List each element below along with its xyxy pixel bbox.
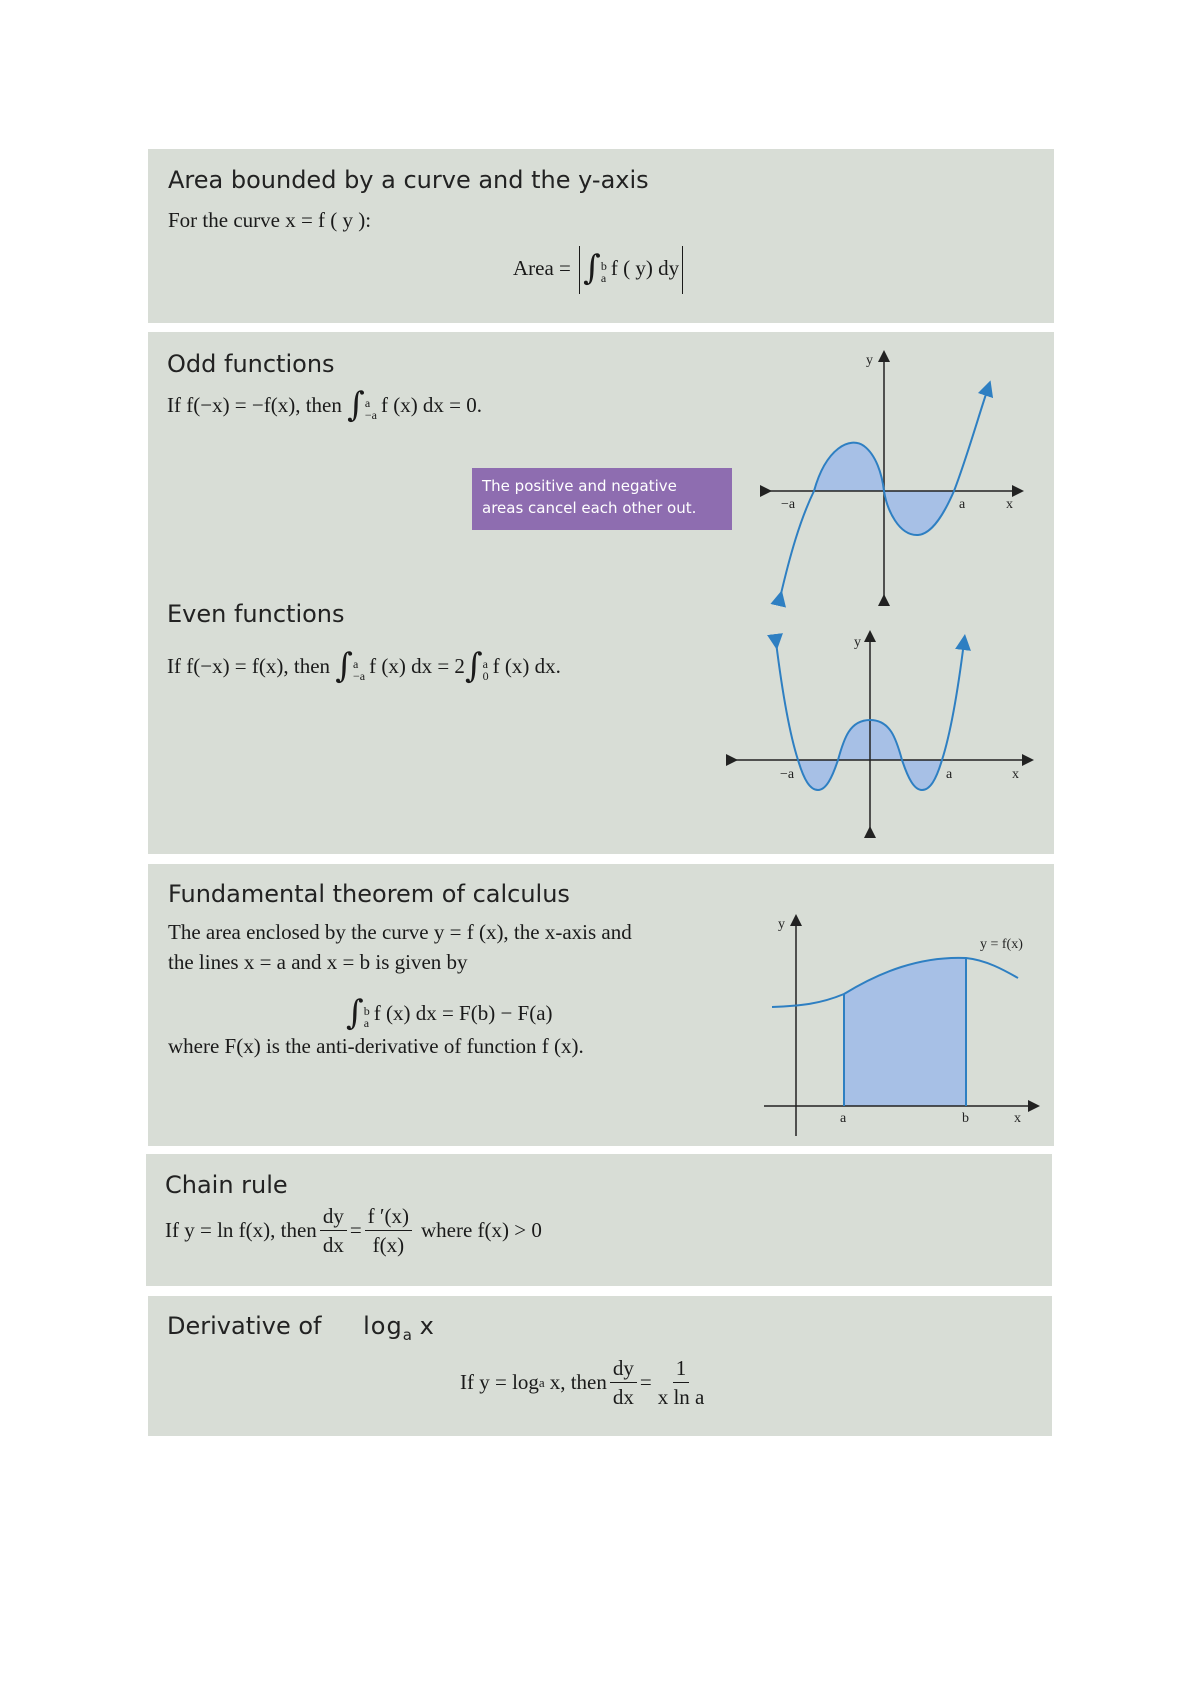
odd-neg-a-label: −a: [781, 497, 796, 512]
upper-limit: a: [482, 657, 488, 672]
log-cond-base: a: [538, 1375, 545, 1391]
integral-sign: ∫: [583, 247, 601, 288]
log-heading-text: Derivative of: [167, 1312, 322, 1340]
ftc-line1: The area enclosed by the curve y = f (x), the x-axis and: [168, 920, 632, 944]
odd-function-graph: [760, 350, 1020, 610]
log-heading-x: x: [419, 1312, 434, 1340]
upper-limit: b: [600, 259, 607, 273]
integral-limits: [365, 397, 377, 421]
integrand: f ( y) dy: [610, 255, 680, 280]
even-x-label: x: [1012, 767, 1019, 782]
numerator: dy: [610, 1356, 637, 1383]
ftc-y-label: y: [778, 917, 785, 932]
upper-limit: a: [364, 396, 371, 411]
odd-formula: [167, 384, 483, 425]
ftc-x-label: x: [1014, 1111, 1021, 1126]
ftc-a-label: a: [840, 1111, 847, 1126]
log-formula: [460, 1356, 710, 1409]
denominator: f(x): [372, 1233, 405, 1258]
area-y-formula: [513, 246, 686, 294]
ftc-integrand: f (x) dx: [373, 1001, 437, 1025]
odd-y-label: y: [866, 353, 873, 368]
denominator: x ln a: [657, 1385, 705, 1410]
odd-x-label: x: [1006, 497, 1013, 512]
denominator: dx: [612, 1385, 634, 1410]
even-function-graph: [730, 630, 1030, 840]
integral-limits: [483, 658, 489, 682]
integral-limits: [364, 1005, 370, 1029]
abs-bar-left: [579, 246, 580, 294]
ftc-line2: the lines x = a and x = b is given by: [168, 950, 468, 974]
numerator: dy: [320, 1204, 347, 1231]
ftc-curve-label: y = f(x): [980, 937, 1023, 952]
even-formula: [167, 645, 561, 686]
fprime-over-f-fraction: [365, 1204, 412, 1257]
ftc-b-label: b: [962, 1111, 969, 1126]
lower-limit: −a: [364, 408, 377, 423]
integral-sign: ∫: [347, 385, 365, 425]
chain-tail: where f(x) > 0: [420, 1218, 542, 1243]
ftc-graph: [760, 910, 1040, 1138]
odd-heading: Odd functions: [167, 350, 335, 378]
odd-condition: If f(−x) = −f(x), then: [167, 393, 342, 417]
even-integrand: f (x) dx.: [492, 654, 561, 678]
abs-bar-right: [682, 246, 683, 294]
even-heading: Even functions: [167, 600, 345, 628]
odd-a-label: a: [959, 497, 966, 512]
odd-integrand: f (x) dx = 0.: [380, 393, 483, 417]
integral-limits: [353, 658, 365, 682]
log-heading-base: a: [402, 1325, 412, 1344]
integral-sign: ∫: [335, 646, 354, 686]
numerator: 1: [673, 1356, 690, 1383]
log-heading-log: log: [363, 1312, 403, 1340]
even-neg-a-label: −a: [780, 767, 795, 782]
ftc-line3: where F(x) is the anti-derivative of function f (x).: [168, 1034, 584, 1058]
area-y-intro: For the curve x = f ( y ):: [168, 208, 372, 232]
ftc-formula: [346, 992, 553, 1033]
integral-sign: ∫: [464, 646, 483, 686]
lower-limit: 0: [482, 669, 489, 684]
chain-formula: [165, 1204, 542, 1257]
ftc-result: = F(b) − F(a): [441, 1001, 553, 1025]
lower-limit: a: [363, 1016, 370, 1031]
numerator: f ′(x): [365, 1204, 412, 1231]
lower-limit: −a: [353, 669, 366, 684]
ftc-heading: Fundamental theorem of calculus: [168, 880, 570, 908]
chain-condition: If y = ln f(x), then: [165, 1218, 317, 1243]
integral-sign: ∫: [346, 993, 364, 1033]
denominator: dx: [322, 1233, 344, 1258]
chain-heading: Chain rule: [165, 1171, 288, 1199]
one-over-xlna-fraction: [655, 1356, 708, 1409]
even-middle: f (x) dx = 2: [369, 654, 465, 678]
area-y-heading: Area bounded by a curve and the y-axis: [168, 166, 649, 194]
log-heading: [167, 1312, 434, 1344]
upper-limit: b: [363, 1004, 370, 1019]
lower-limit: a: [600, 271, 607, 285]
dy-dx-fraction: [610, 1356, 637, 1409]
ftc-shaded-area: [844, 958, 966, 1106]
cancel-callout: The positive and negative areas cancel each other out.: [472, 468, 732, 530]
equals: =: [639, 1370, 652, 1395]
even-y-label: y: [854, 635, 861, 650]
log-cond-post: x, then: [549, 1370, 607, 1395]
even-a-label: a: [946, 767, 953, 782]
integral-limits: [601, 260, 607, 284]
upper-limit: a: [353, 657, 359, 672]
area-label: Area =: [513, 255, 571, 280]
even-condition: If f(−x) = f(x), then: [167, 654, 331, 678]
log-cond-pre: If y = log: [460, 1370, 539, 1395]
dy-dx-fraction: [320, 1204, 347, 1257]
equals: =: [349, 1218, 362, 1243]
